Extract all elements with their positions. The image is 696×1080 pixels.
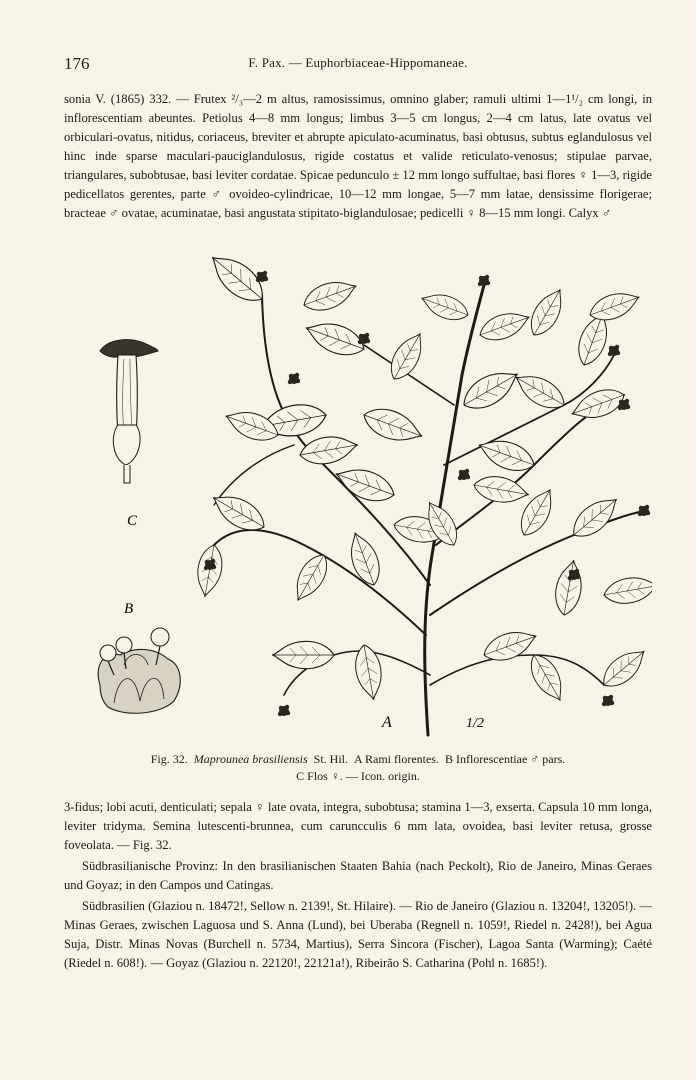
body-paragraph-2: Südbrasilianische Provinz: In den brasilianischen Staaten Bahia (nach Peckolt), Rio de Janeiro, Minas Geraes und Goyaz; in den Campos und Catingas.: [64, 859, 652, 892]
body-text: [64, 798, 652, 973]
page-header: [64, 54, 652, 76]
top-paragraph: sonia V. (1865) 332. — Frutex ²/₃—2 m altus, ramosissimus, omnino glaber; ramuli ultimi 1—1¹/₂ cm longi, in inflorescentiam abeuntes. Petiolus 4—8 mm longus; limbus 3—5 cm longus, 2—4 cm latus, late ovatus vel orbiculari-ovatus, nitidus, coriaceus, breviter et abrupte apiculato-acuminatus, basi obtusus, subtus eglandulosus vel hinc inde sparse maculari-pauciglandulosus, rigide costatus et valide reticulato-venosus; stipulae parvae, triangulares, subobtusae, basi leviter cordatae. Spicae pedunculo ± 12 mm longo suffultae, basi flores ♀ 1—3, rigide pedicellatos gerentes, parte ♂ ovoideo-cylindricae, 10—12 mm longae, 5—7 mm latae, densissime florigerae; bracteae ♂ ovatae, acuminatae, basi angustata stipitato-biglandulosae; pedicelli ♀ 8—15 mm longi. Calyx ♂: [64, 92, 652, 220]
running-head: F. Pax. — Euphorbiaceae-Hippomaneae.: [248, 55, 468, 70]
caption-part-b: B Inflorescentiae ♂ pars.: [444, 752, 566, 766]
figure-caption: [64, 751, 652, 785]
body-paragraph-3: Südbrasilien (Glaziou n. 18472!, Sellow n. 2139!, St. Hilaire). — Rio de Janeiro (Glaziou n. 13204!, 13205!). — Minas Geraes, zwischen Laguosa und S. Anna (Lund), bei Uberaba (Regnell n. 1059!, Riedel n. 2428!), bei Agua Suja, Distr. Minas Novas (Burchell n. 5734, Martius), Serra Sincora (Fischer), Lagoa Santa (Warming); Caété (Riedel n. 608!). — Goyaz (Glaziou n. 22120!, 22121a!), Ribeirão S. Catharina (Pohl n. 1685!).: [64, 899, 652, 970]
plant-illustration: [64, 255, 652, 745]
botanical-figure: [64, 255, 652, 745]
branch-a-leaves: [193, 255, 652, 706]
caption-species: Maprounea brasiliensis: [193, 752, 308, 766]
description-text: [64, 90, 652, 223]
figure-label-b: B: [124, 601, 134, 617]
body-paragraph-1: 3-fidus; lobi acuti, denticulati; sepala ♀ late ovata, integra, subobtusa; stamina 1—3, exserta. Capsula 10 mm longa, leviter tridyma. Semina lutescenti-brunnea, cum caruncculis 6 mm lata, ovoidea, basi leviter retusa, grosse foveolata. — Fig. 32.: [64, 800, 652, 852]
caption-part-c: C Flos ♀. — Icon. origin.: [296, 769, 420, 783]
detail-b-inflorescence: [98, 628, 180, 713]
page-number: 176: [64, 54, 90, 73]
figure-scale-label: 1/2: [466, 716, 484, 731]
figure-label-a: A: [382, 714, 392, 731]
detail-c-flower: [100, 340, 158, 483]
caption-fig-number: Fig. 32.: [150, 752, 188, 766]
caption-part-a: A Rami florentes.: [353, 752, 439, 766]
caption-author: St. Hil.: [313, 752, 348, 766]
figure-label-c: C: [127, 513, 138, 529]
